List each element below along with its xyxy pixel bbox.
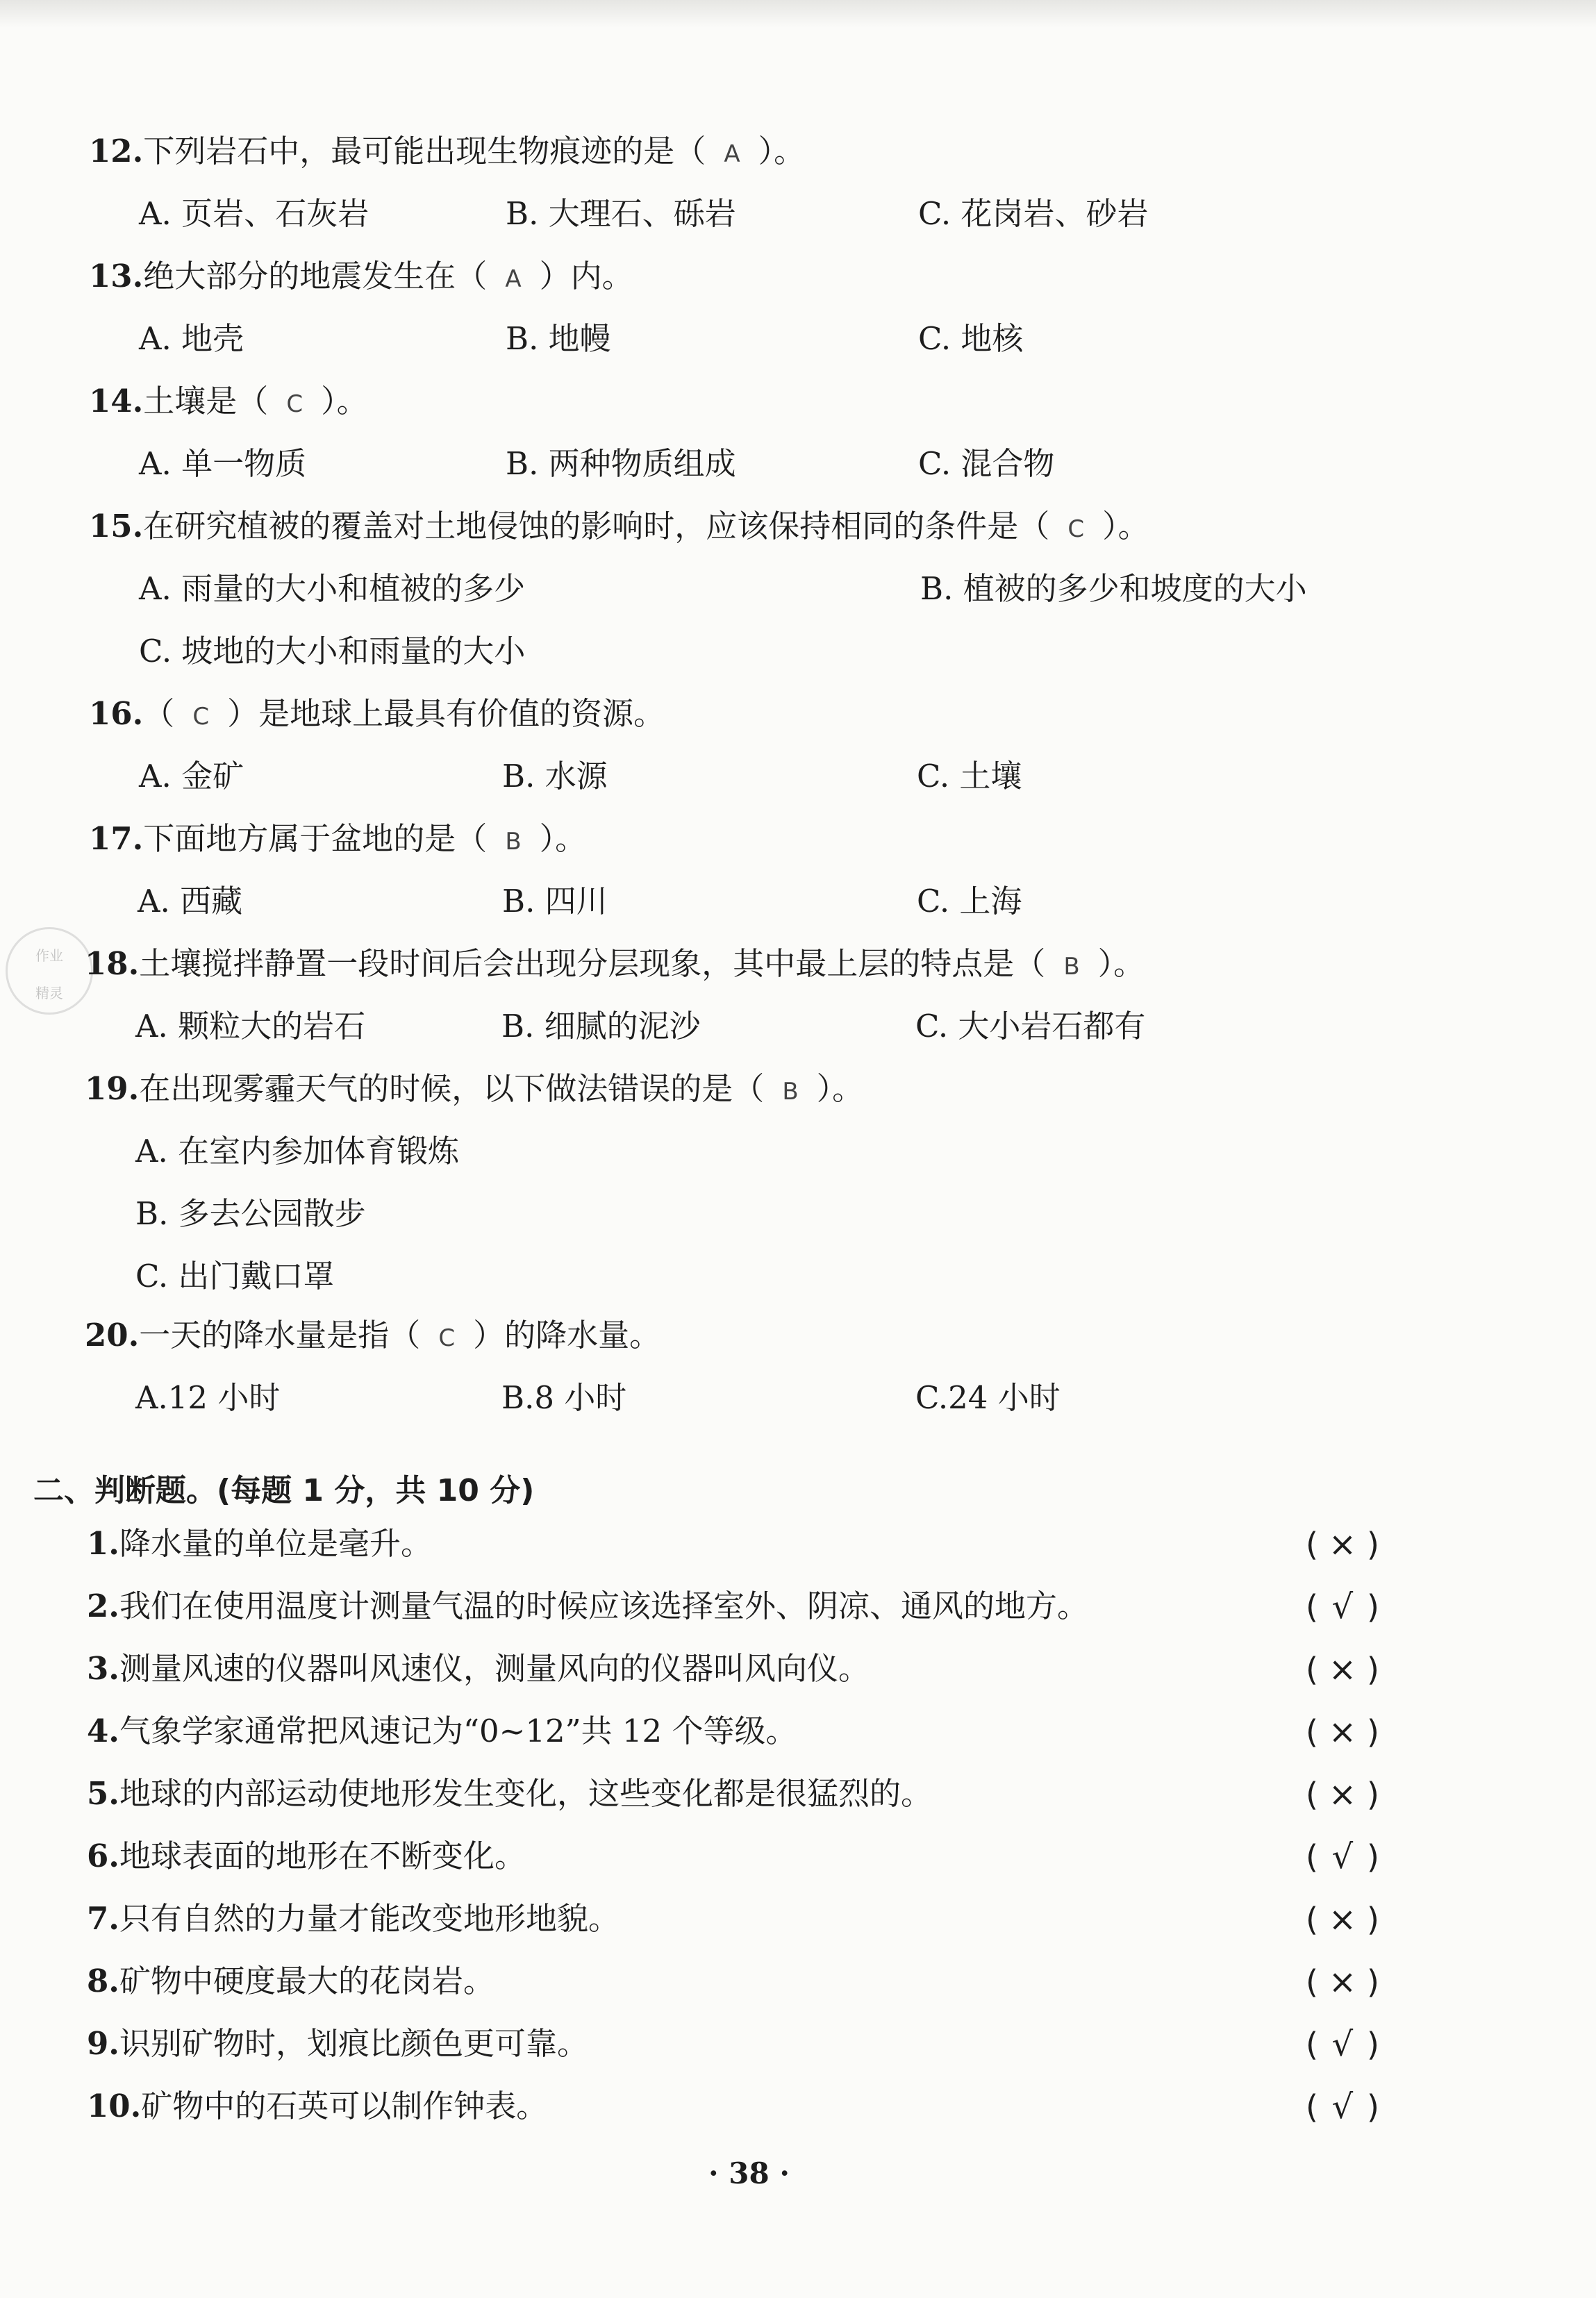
option-a: A.12 小时 bbox=[135, 1379, 281, 1416]
question-text-end: ）。 bbox=[816, 1070, 864, 1107]
paren-close: ) bbox=[1366, 2088, 1379, 2126]
judge-question-8 bbox=[87, 1965, 494, 1997]
question-19 bbox=[85, 1070, 864, 1107]
paren-open: ( bbox=[1306, 1838, 1318, 1876]
question-text-end: ）。 bbox=[1097, 945, 1145, 982]
option-b: B. 两种物质组成 bbox=[506, 445, 736, 482]
paren-open: ( bbox=[1306, 1713, 1318, 1751]
judge-answer-3 bbox=[1306, 1650, 1410, 1689]
option-a: A. 地壳 bbox=[139, 320, 244, 357]
question-number: 3. bbox=[87, 1650, 119, 1687]
question-number: 19. bbox=[85, 1070, 140, 1107]
judge-answer-7 bbox=[1306, 1900, 1410, 1939]
question-number: 16. bbox=[89, 695, 144, 732]
question-20 bbox=[85, 1317, 661, 1354]
judge-question-3 bbox=[87, 1650, 870, 1687]
option-a: A. 雨量的大小和植被的多少 bbox=[139, 570, 526, 607]
question-14 bbox=[89, 385, 368, 417]
option-c: C. 地核 bbox=[918, 320, 1024, 357]
question-number: 6. bbox=[87, 1838, 119, 1874]
question-number: 8. bbox=[87, 1963, 119, 1999]
judge-question-2 bbox=[87, 1590, 1088, 1622]
option-b: B. 植被的多少和坡度的大小 bbox=[920, 570, 1307, 607]
answer-mark: A bbox=[505, 265, 522, 293]
option-a: A. 西藏 bbox=[138, 883, 243, 919]
question-number: 17. bbox=[89, 820, 144, 857]
question-text-end: ）是地球上最具有价值的资源。 bbox=[227, 695, 665, 732]
paren-close: ) bbox=[1366, 1526, 1379, 1563]
judge-question-9 bbox=[87, 2025, 588, 2062]
option-c: C. 坡地的大小和雨量的大小 bbox=[139, 633, 526, 669]
question-number: 4. bbox=[87, 1713, 119, 1749]
question-17 bbox=[89, 820, 587, 857]
question-text: 地球表面的地形在不断变化。 bbox=[119, 1838, 526, 1874]
question-15 bbox=[89, 510, 1149, 542]
question-text: 绝大部分的地震发生在（ bbox=[143, 258, 488, 294]
cross-mark: × bbox=[1328, 1963, 1357, 2001]
question-text: 下列岩石中，最可能出现生物痕迹的是（ bbox=[143, 133, 706, 169]
option-b: B. 大理石、砾岩 bbox=[506, 195, 736, 232]
question-text-end: ）。 bbox=[758, 133, 806, 169]
paren-open: ( bbox=[1306, 2026, 1318, 2063]
question-number: 5. bbox=[87, 1775, 119, 1812]
check-mark: √ bbox=[1331, 2088, 1354, 2126]
cross-mark: × bbox=[1328, 1525, 1357, 1564]
question-18 bbox=[85, 945, 1145, 982]
question-12 bbox=[89, 135, 805, 167]
answer-mark: A bbox=[724, 140, 740, 168]
question-text: （ bbox=[143, 695, 175, 732]
answer-mark: C bbox=[286, 390, 304, 418]
question-text: 识别矿物时，划痕比颜色更可靠。 bbox=[119, 2025, 588, 2062]
judge-question-1 bbox=[87, 1525, 432, 1562]
check-mark: √ bbox=[1331, 1588, 1354, 1626]
judge-question-4 bbox=[87, 1715, 797, 1747]
option-b: B. 地幔 bbox=[506, 320, 611, 357]
option-c: C. 混合物 bbox=[918, 445, 1055, 482]
option-b: B. 水源 bbox=[502, 758, 608, 794]
question-text: 地球的内部运动使地形发生变化，这些变化都是很猛烈的。 bbox=[119, 1775, 932, 1812]
check-mark: √ bbox=[1331, 1838, 1354, 1876]
question-number: 15. bbox=[89, 508, 144, 544]
cross-mark: × bbox=[1328, 1775, 1357, 1814]
question-number: 7. bbox=[87, 1900, 119, 1937]
cross-mark: × bbox=[1328, 1713, 1357, 1751]
answer-mark: C bbox=[192, 703, 210, 731]
judge-question-5 bbox=[87, 1775, 932, 1812]
question-text: 土壤是（ bbox=[143, 383, 269, 419]
question-number: 13. bbox=[89, 258, 144, 294]
question-text: 只有自然的力量才能改变地形地貌。 bbox=[119, 1900, 620, 1937]
question-text: 矿物中硬度最大的花岗岩。 bbox=[119, 1963, 494, 1999]
question-text-end: ）。 bbox=[539, 820, 587, 857]
watermark-stamp bbox=[6, 927, 93, 1015]
question-text: 在出现雾霾天气的时候，以下做法错误的是（ bbox=[139, 1070, 765, 1107]
judge-question-6 bbox=[87, 1840, 526, 1872]
answer-mark: C bbox=[1067, 515, 1085, 543]
question-number: 18. bbox=[85, 945, 140, 982]
paren-open: ( bbox=[1306, 1901, 1318, 1938]
question-number: 9. bbox=[87, 2025, 119, 2062]
option-a: A. 单一物质 bbox=[139, 445, 307, 482]
answer-mark: C bbox=[438, 1324, 456, 1352]
stamp-text-top: 作业 bbox=[35, 947, 63, 964]
paren-close: ) bbox=[1366, 2026, 1379, 2063]
question-text: 下面地方属于盆地的是（ bbox=[143, 820, 488, 857]
cross-mark: × bbox=[1328, 1900, 1357, 1939]
answer-mark: B bbox=[782, 1078, 799, 1106]
section-title: 二、判断题。(每题 1 分，共 10 分) bbox=[33, 1473, 535, 1508]
question-text: 气象学家通常把风速记为“0~12”共 12 个等级。 bbox=[119, 1713, 797, 1749]
option-b: B.8 小时 bbox=[501, 1379, 627, 1416]
option-c: C. 土壤 bbox=[917, 758, 1022, 794]
option-a: A. 颗粒大的岩石 bbox=[135, 1008, 366, 1044]
question-text: 我们在使用温度计测量气温的时候应该选择室外、阴凉、通风的地方。 bbox=[119, 1588, 1088, 1624]
scan-edge bbox=[0, 0, 1596, 28]
paren-open: ( bbox=[1306, 2088, 1318, 2126]
paren-close: ) bbox=[1366, 1901, 1379, 1938]
question-text-end: ）。 bbox=[321, 383, 368, 419]
option-a: A. 页岩、石灰岩 bbox=[139, 195, 369, 232]
judge-answer-2 bbox=[1306, 1588, 1410, 1626]
question-13 bbox=[89, 260, 633, 292]
question-text-end: ）的降水量。 bbox=[473, 1317, 661, 1354]
question-number: 14. bbox=[89, 383, 144, 419]
paren-close: ) bbox=[1366, 1776, 1379, 1813]
paren-open: ( bbox=[1306, 1588, 1318, 1626]
question-text: 在研究植被的覆盖对土地侵蚀的影响时，应该保持相同的条件是（ bbox=[143, 508, 1050, 544]
option-c: C. 大小岩石都有 bbox=[915, 1008, 1146, 1044]
option-c: C. 出门戴口罩 bbox=[135, 1258, 335, 1294]
answer-mark: B bbox=[505, 828, 522, 856]
judge-question-7 bbox=[87, 1900, 620, 1937]
option-c: C. 上海 bbox=[917, 883, 1022, 919]
option-a: A. 在室内参加体育锻炼 bbox=[135, 1133, 460, 1169]
stamp-text-bottom: 精灵 bbox=[35, 985, 63, 1001]
paren-open: ( bbox=[1306, 1963, 1318, 2001]
judge-answer-10 bbox=[1306, 2088, 1410, 2126]
option-b: B. 细腻的泥沙 bbox=[501, 1008, 701, 1044]
judge-answer-6 bbox=[1306, 1838, 1410, 1876]
question-number: 2. bbox=[87, 1588, 119, 1624]
option-a: A. 金矿 bbox=[139, 758, 244, 794]
question-number: 20. bbox=[85, 1317, 140, 1354]
paren-open: ( bbox=[1306, 1651, 1318, 1688]
cross-mark: × bbox=[1328, 1650, 1357, 1689]
option-b: B. 四川 bbox=[502, 883, 608, 919]
judge-answer-1 bbox=[1306, 1525, 1410, 1564]
paren-open: ( bbox=[1306, 1526, 1318, 1563]
option-c: C. 花岗岩、砂岩 bbox=[918, 195, 1149, 232]
option-c: C.24 小时 bbox=[915, 1379, 1061, 1416]
paren-close: ) bbox=[1366, 1713, 1379, 1751]
judge-answer-4 bbox=[1306, 1713, 1410, 1751]
judge-answer-8 bbox=[1306, 1963, 1410, 2001]
check-mark: √ bbox=[1331, 2025, 1354, 2064]
answer-mark: B bbox=[1063, 953, 1080, 981]
question-number: 10. bbox=[87, 2088, 142, 2124]
paren-close: ) bbox=[1366, 1651, 1379, 1688]
paren-close: ) bbox=[1366, 1838, 1379, 1876]
question-text: 测量风速的仪器叫风速仪，测量风向的仪器叫风向仪。 bbox=[119, 1650, 870, 1687]
option-b: B. 多去公园散步 bbox=[135, 1195, 366, 1232]
judge-answer-9 bbox=[1306, 2025, 1410, 2064]
paren-open: ( bbox=[1306, 1776, 1318, 1813]
question-text: 降水量的单位是毫升。 bbox=[119, 1525, 432, 1562]
question-number: 12. bbox=[89, 133, 144, 169]
paren-close: ) bbox=[1366, 1963, 1379, 2001]
question-text: 一天的降水量是指（ bbox=[139, 1317, 421, 1354]
question-text-end: ）内。 bbox=[539, 258, 633, 294]
judge-question-10 bbox=[87, 2090, 547, 2122]
question-text: 土壤搅拌静置一段时间后会出现分层现象，其中最上层的特点是（ bbox=[139, 945, 1046, 982]
question-number: 1. bbox=[87, 1525, 119, 1562]
question-16 bbox=[89, 695, 665, 732]
question-text-end: ）。 bbox=[1102, 508, 1149, 544]
page-number: · 38 · bbox=[708, 2156, 790, 2190]
paren-close: ) bbox=[1366, 1588, 1379, 1626]
question-text: 矿物中的石英可以制作钟表。 bbox=[141, 2088, 548, 2124]
judge-answer-5 bbox=[1306, 1775, 1410, 1814]
